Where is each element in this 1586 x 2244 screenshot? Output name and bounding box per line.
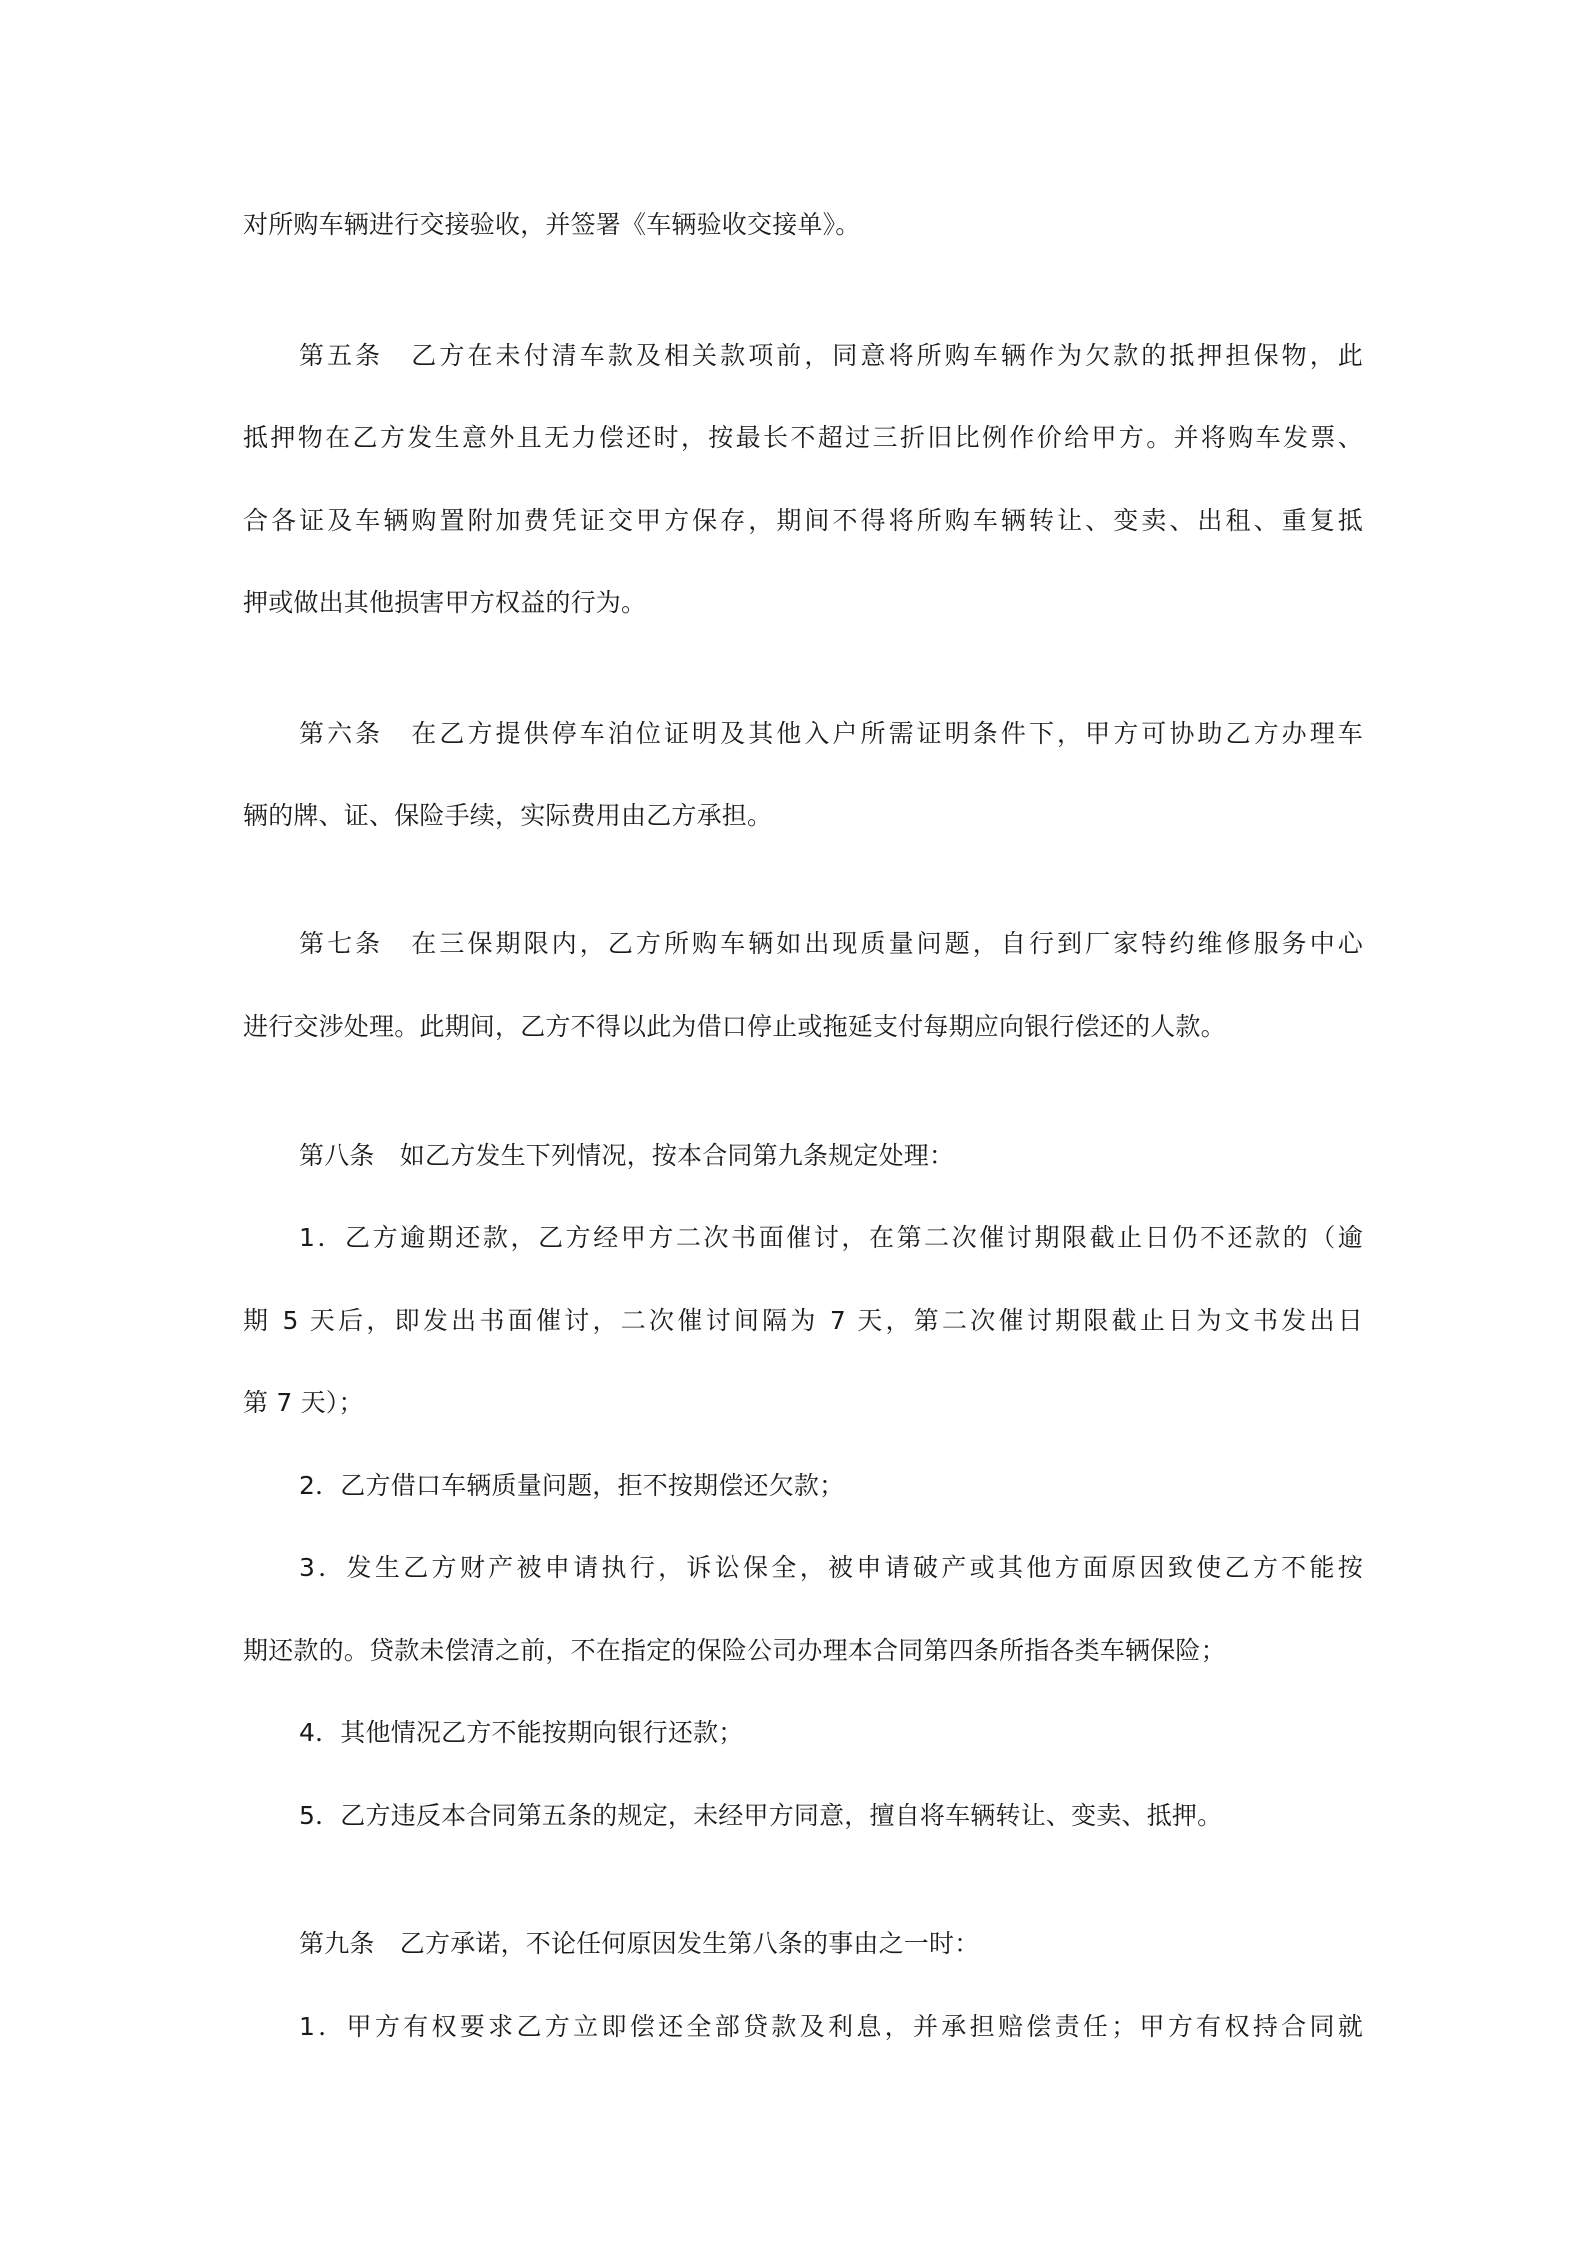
article-7-line-2: 进行交涉处理。此期间，乙方不得以此为借口停止或拖延支付每期应向银行偿还的人款。 xyxy=(243,1012,1226,1041)
article-6-line-1: 第六条 在乙方提供停车泊位证明及其他入户所需证明条件下，甲方可协助乙方办理车 xyxy=(299,719,1363,748)
article-5-line-2: 抵押物在乙方发生意外且无力偿还时，按最长不超过三折旧比例作价给甲方。并将购车发票、 xyxy=(243,423,1363,452)
article-9-item-1-line-1: 1．甲方有权要求乙方立即偿还全部贷款及利息，并承担赔偿责任；甲方有权持合同就 xyxy=(299,2012,1363,2041)
article-8-item-2: 2．乙方借口车辆质量问题，拒不按期偿还欠款； xyxy=(299,1471,845,1500)
article-8-item-1-line-2: 期 5 天后，即发出书面催讨，二次催讨间隔为 7 天，第二次催讨期限截止日为文书发出日 xyxy=(243,1306,1363,1335)
article-8-item-3-line-1: 3．发生乙方财产被申请执行，诉讼保全，被申请破产或其他方面原因致使乙方不能按 xyxy=(299,1553,1363,1582)
article-6-line-2: 辆的牌、证、保险手续，实际费用由乙方承担。 xyxy=(243,801,773,830)
article-8-item-3-line-2: 期还款的。贷款未偿清之前，不在指定的保险公司办理本合同第四条所指各类车辆保险； xyxy=(243,1636,1226,1665)
article-7-line-1: 第七条 在三保期限内，乙方所购车辆如出现质量问题，自行到厂家特约维修服务中心 xyxy=(299,929,1363,958)
article-5-line-3: 合各证及车辆购置附加费凭证交甲方保存，期间不得将所购车辆转让、变卖、出租、重复抵 xyxy=(243,506,1363,535)
article-5-line-4: 押或做出其他损害甲方权益的行为。 xyxy=(243,588,647,617)
article-5-line-1: 第五条 乙方在未付清车款及相关款项前，同意将所购车辆作为欠款的抵押担保物，此 xyxy=(299,341,1363,370)
article-8-item-1-line-3: 第 7 天）； xyxy=(243,1388,364,1417)
article-8-item-1-line-1: 1．乙方逾期还款，乙方经甲方二次书面催讨，在第二次催讨期限截止日仍不还款的（逾 xyxy=(299,1223,1363,1252)
article-8-item-4: 4．其他情况乙方不能按期向银行还款； xyxy=(299,1718,744,1747)
article-9-heading: 第九条 乙方承诺，不论任何原因发生第八条的事由之一时： xyxy=(299,1929,980,1958)
article-8-item-5: 5．乙方违反本合同第五条的规定，未经甲方同意，擅自将车辆转让、变卖、抵押。 xyxy=(299,1801,1223,1830)
article-8-heading: 第八条 如乙方发生下列情况，按本合同第九条规定处理： xyxy=(299,1141,955,1170)
text-line-continuation: 对所购车辆进行交接验收，并签署《车辆验收交接单》。 xyxy=(243,210,861,239)
